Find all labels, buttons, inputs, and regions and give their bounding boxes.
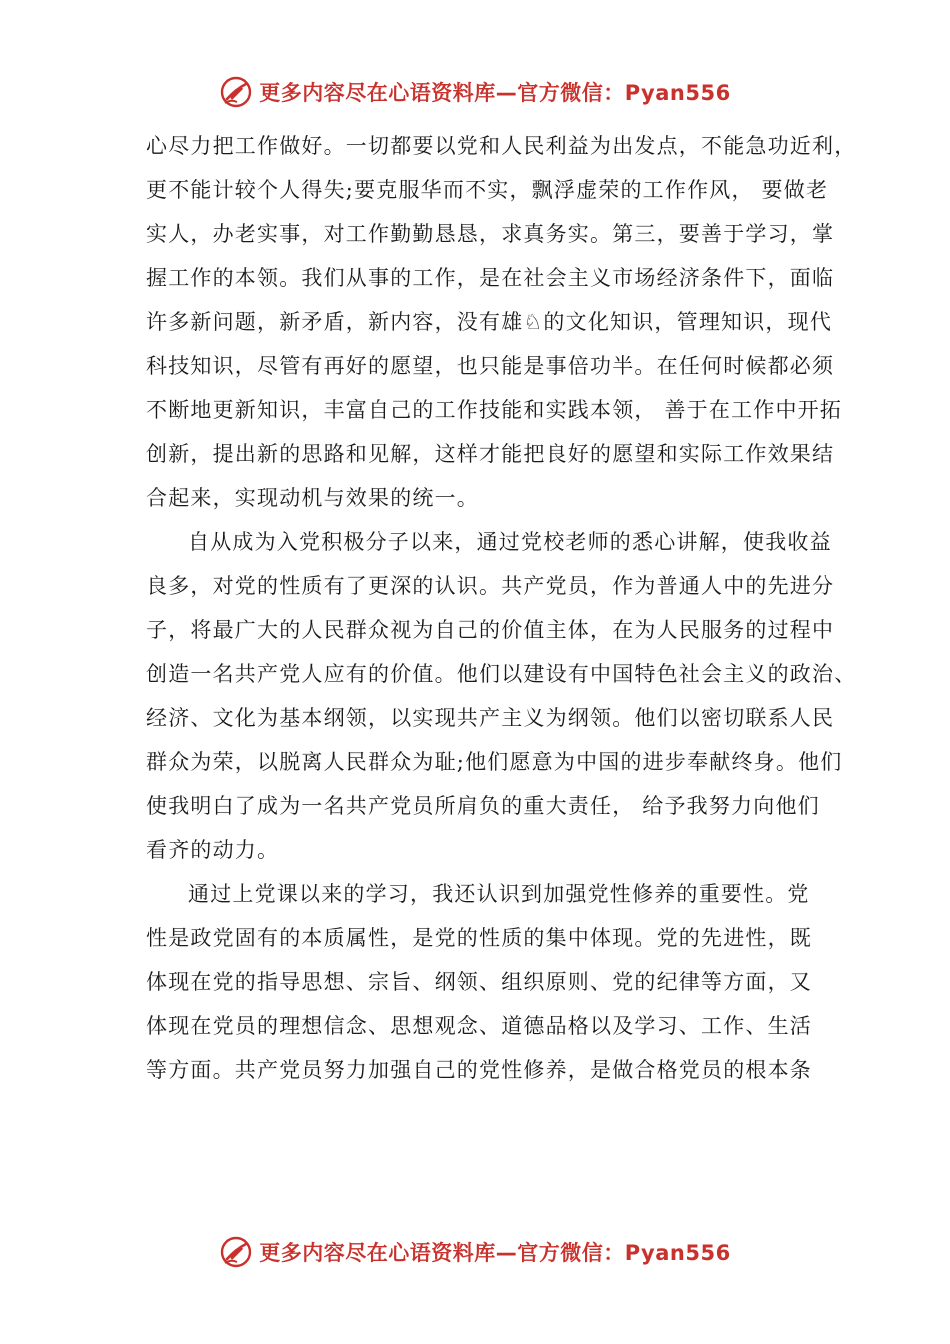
footer-banner	[0, 1230, 950, 1274]
text-line: 握工作的本领。我们从事的工作，是在社会主义市场经济条件下，面临	[146, 266, 835, 290]
text-line: 创新，提出新的思路和见解，这样才能把良好的愿望和实际工作效果结	[146, 442, 835, 466]
text-line: 合起来，实现动机与效果的统一。	[146, 486, 479, 510]
pen-book-logo-icon	[219, 75, 253, 109]
header-banner	[0, 70, 950, 114]
footer-banner-text: 更多内容尽在心语资料库—官方微信：Pyan556	[259, 1241, 731, 1265]
header-banner-text: 更多内容尽在心语资料库—官方微信：Pyan556	[259, 81, 731, 105]
text-line: 通过上党课以来的学习，我还认识到加强党性修养的重要性。党	[188, 882, 810, 906]
pen-book-logo-icon	[219, 1235, 253, 1269]
text-line: 性是政党固有的本质属性，是党的性质的集中体现。党的先进性，既	[146, 926, 812, 950]
text-line: 等方面。共产党员努力加强自己的党性修养，是做合格党员的根本条	[146, 1058, 812, 1082]
text-line: 自从成为入党积极分子以来，通过党校老师的悉心讲解，使我收益	[188, 530, 832, 554]
document-body	[146, 124, 857, 1092]
text-line: 实人，办老实事，对工作勤勤恳恳，求真务实。第三，要善于学习，掌	[146, 222, 835, 246]
text-line: 体现在党的指导思想、宗旨、纲领、组织原则、党的纪律等方面，又	[146, 970, 812, 994]
text-line: 子，将最广大的人民群众视为自己的价值主体，在为人民服务的过程中	[146, 618, 835, 642]
text-line: 良多，对党的性质有了更深的认识。共产党员，作为普通人中的先进分	[146, 574, 835, 598]
text-line: 更不能计较个人得失;要克服华而不实，飘浮虚荣的工作作风， 要做老	[146, 178, 829, 202]
text-line: 体现在党员的理想信念、思想观念、道德品格以及学习、工作、生活	[146, 1014, 812, 1038]
text-line: 使我明白了成为一名共产党员所肩负的重大责任， 给予我努力向他们	[146, 794, 820, 818]
text-line: 群众为荣，以脱离人民群众为耻;他们愿意为中国的进步奉献终身。他们	[146, 750, 843, 774]
text-line: 科技知识，尽管有再好的愿望，也只能是事倍功半。在任何时候都必须	[146, 354, 835, 378]
text-line: 不断地更新知识，丰富自己的工作技能和实践本领， 善于在工作中开拓	[146, 398, 843, 422]
text-line: 心尽力把工作做好。一切都要以党和人民利益为出发点，不能急功近利，	[146, 134, 857, 158]
text-line: 创造一名共产党人应有的价值。他们以建设有中国特色社会主义的政治、	[146, 662, 857, 686]
text-line: 经济、文化为基本纲领，以实现共产主义为纲领。他们以密切联系人民	[146, 706, 835, 730]
text-line: 许多新问题，新矛盾，新内容，没有雄♘的文化知识，管理知识，现代	[146, 310, 833, 334]
text-line: 看齐的动力。	[146, 838, 280, 862]
